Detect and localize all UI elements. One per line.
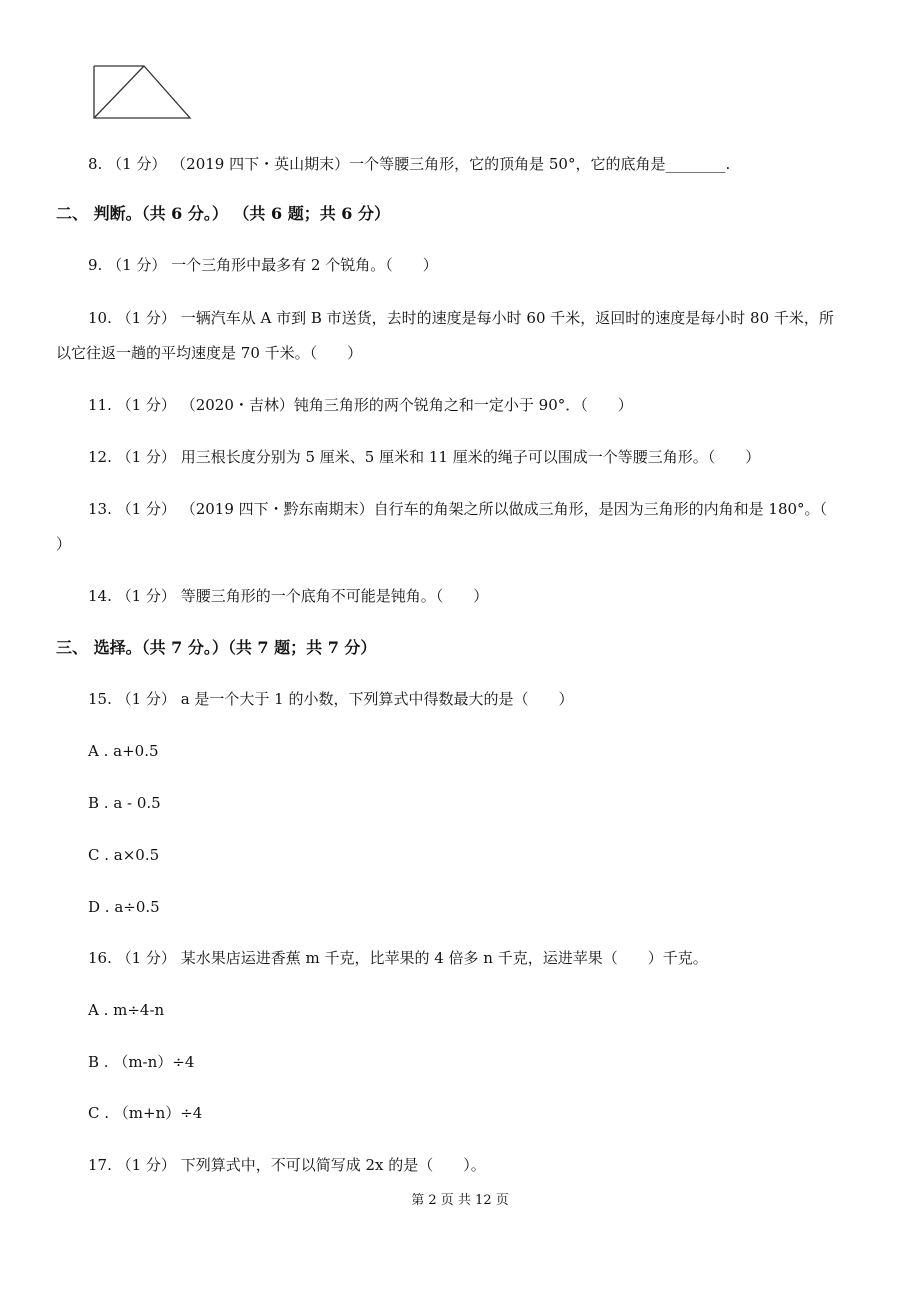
question-17: 17. （1 分） 下列算式中，不可以简写成 2x 的是（ ）。 bbox=[88, 1156, 486, 1174]
q15-option-a: A . a+0.5 bbox=[88, 742, 159, 760]
question-12: 12. （1 分） 用三根长度分别为 5 厘米、5 厘米和 11 厘米的绳子可以围成一个等腰三角形。（ ） bbox=[88, 448, 761, 466]
figure-diagonal bbox=[94, 66, 144, 118]
question-10-line-2: 以它往返一趟的平均速度是 70 千米。（ ） bbox=[56, 344, 363, 362]
q16-option-a: A . m÷4-n bbox=[88, 1001, 165, 1019]
q15-option-d: D . a÷0.5 bbox=[88, 898, 160, 916]
q16-option-c: C . （m+n）÷4 bbox=[88, 1104, 203, 1122]
question-16: 16. （1 分） 某水果店运进香蕉 m 千克，比苹果的 4 倍多 n 千克，运进苹果（ ）千克。 bbox=[88, 949, 708, 967]
question-9: 9. （1 分） 一个三角形中最多有 2 个锐角。（ ） bbox=[88, 256, 438, 274]
figure-outline bbox=[94, 66, 190, 118]
section-3-heading: 三、 选择。（共 7 分。）（共 7 题；共 7 分） bbox=[56, 638, 377, 657]
question-11: 11. （1 分） （2020・吉林）钝角三角形的两个锐角之和一定小于 90°．（ ） bbox=[88, 396, 633, 414]
page-footer: 第 2 页 共 12 页 bbox=[411, 1193, 509, 1208]
question-13-line-2: ） bbox=[56, 535, 72, 553]
question-14: 14. （1 分） 等腰三角形的一个底角不可能是钝角。（ ） bbox=[88, 587, 489, 605]
q15-option-c: C . a×0.5 bbox=[88, 846, 160, 864]
question-13-line-1: 13. （1 分） （2019 四下・黔东南期末）自行车的角架之所以做成三角形，是因为三角形的内角和是 180°。（ bbox=[88, 500, 828, 518]
triangle-figure bbox=[88, 62, 196, 122]
section-2-heading: 二、 判断。（共 6 分。） （共 6 题；共 6 分） bbox=[56, 204, 390, 223]
q16-option-b: B . （m-n）÷4 bbox=[88, 1053, 195, 1071]
q15-option-b: B . a - 0.5 bbox=[88, 794, 161, 812]
question-8: 8. （1 分） （2019 四下・英山期末）一个等腰三角形，它的顶角是 50°，它的底角是________. bbox=[88, 155, 731, 173]
question-10-line-1: 10. （1 分） 一辆汽车从 A 市到 B 市送货，去时的速度是每小时 60 千米，返回时的速度是每小时 80 千米，所 bbox=[88, 309, 834, 327]
question-15: 15. （1 分） a 是一个大于 1 的小数，下列算式中得数最大的是（ ） bbox=[88, 690, 574, 708]
